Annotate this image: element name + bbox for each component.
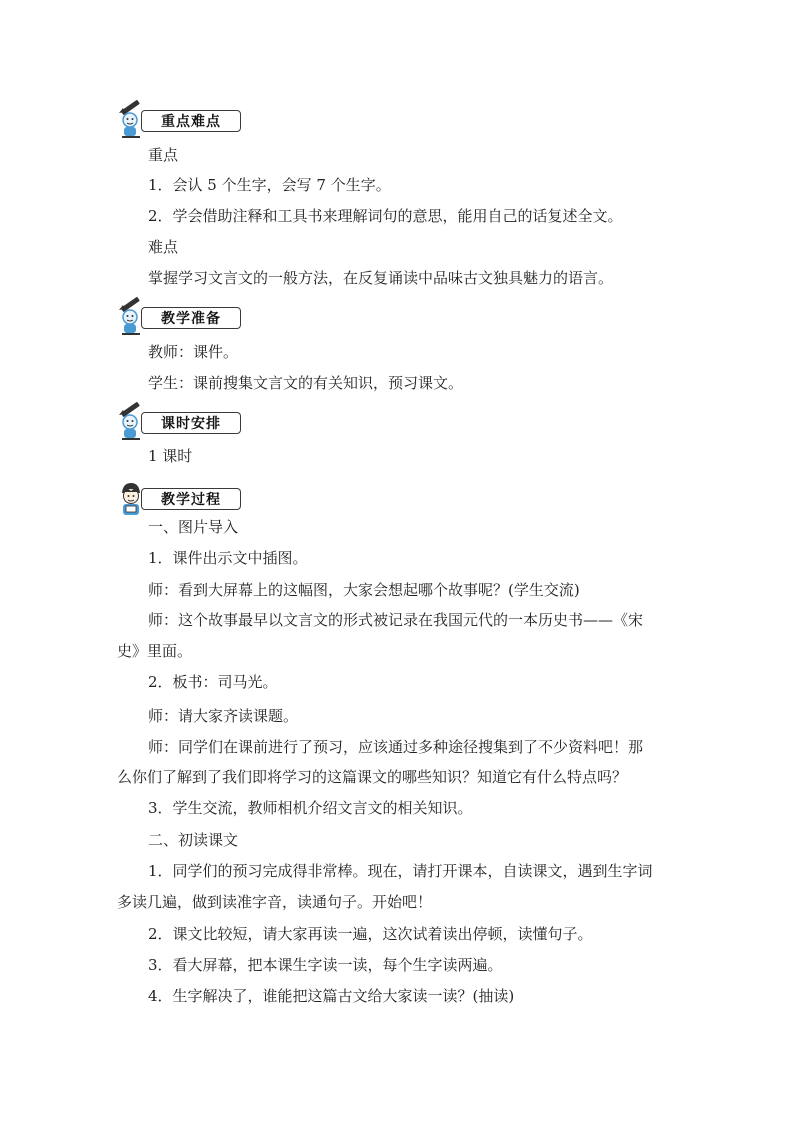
section-title: 课时安排 (161, 416, 221, 432)
prep-student: 学生：课前搜集文言文的有关知识，预习课文。 (148, 374, 464, 392)
section-header-schedule (117, 401, 247, 441)
section-title: 重点难点 (161, 114, 221, 130)
section-title-badge (141, 412, 241, 434)
key-point-item: 2．学会借助注释和工具书来理解词句的意思，能用自己的话复述全文。 (148, 207, 623, 225)
process-line: 师：这个故事最早以文言文的形式被记录在我国元代的一本历史书——《宋 (148, 611, 644, 629)
label-zhongdian: 重点 (148, 146, 179, 164)
process-line: 师：同学们在课前进行了预习，应该通过多种途径搜集到了不少资料吧！那 (148, 738, 644, 756)
process-line: 么你们了解到了我们即将学习的这篇课文的哪些知识？知道它有什么特点吗？ (117, 768, 628, 786)
process-line: 师：看到大屏幕上的这幅图，大家会想起哪个故事呢？(学生交流) (148, 581, 580, 599)
section-title-badge (141, 488, 241, 510)
prep-teacher: 教师：课件。 (148, 343, 239, 361)
key-point-item: 1．会认 5 个生字，会写 7 个生字。 (148, 176, 391, 194)
process-line: 2．板书：司马光。 (148, 673, 278, 691)
process-line: 二、初读课文 (148, 831, 239, 849)
section-header-preparation (117, 296, 247, 336)
section-header-process (117, 477, 247, 517)
process-line: 1．课件出示文中插图。 (148, 549, 308, 567)
section-title-badge (141, 307, 241, 329)
process-line: 4．生字解决了，谁能把这篇古文给大家读一读？(抽读) (148, 987, 515, 1005)
difficulty-item: 掌握学习文言文的一般方法，在反复诵读中品味古文独具魅力的语言。 (148, 269, 614, 287)
schedule-text: 1 课时 (148, 447, 193, 465)
section-header-key-points (117, 99, 247, 139)
section-title-badge (141, 110, 241, 132)
process-line: 1．同学们的预习完成得非常棒。现在，请打开课本，自读课文，遇到生字词 (148, 862, 653, 880)
process-line: 3．看大屏幕，把本课生字读一读，每个生字读两遍。 (148, 956, 503, 974)
process-line: 2．课文比较短，请大家再读一遍，这次试着读出停顿，读懂句子。 (148, 925, 593, 943)
process-line: 一、图片导入 (148, 518, 239, 536)
label-nandian: 难点 (148, 238, 179, 256)
process-line: 师：请大家齐读课题。 (148, 707, 299, 725)
process-line: 史》里面。 (117, 642, 193, 660)
section-title: 教学过程 (161, 492, 221, 508)
process-line: 3．学生交流，教师相机介绍文言文的相关知识。 (148, 799, 473, 817)
section-title: 教学准备 (161, 311, 221, 327)
process-line: 多读几遍，做到读准字音，读通句子。开始吧！ (117, 893, 433, 911)
